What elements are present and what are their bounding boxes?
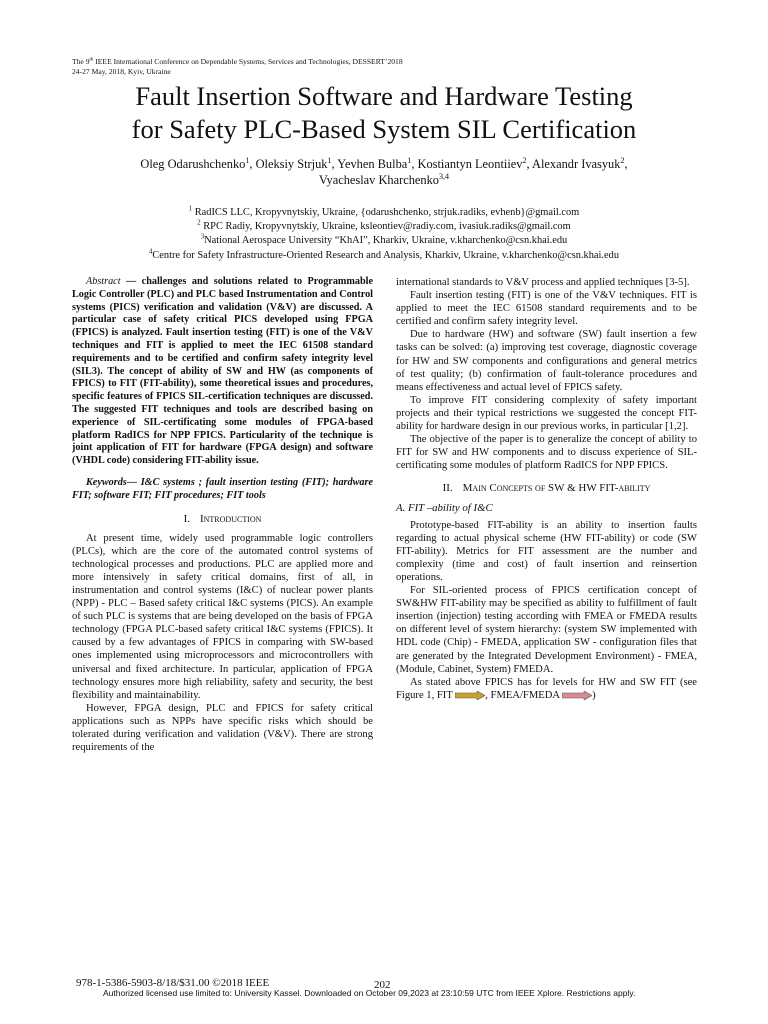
fmea-arrow-icon xyxy=(562,691,592,700)
section-name: Introduction xyxy=(199,512,262,525)
authors-line-1: Oleg Odarushchenko$^1$, Oleksiy Strjuk$^1$, Yevhen Bulba$^1$, Kostiantyn Leontiiev$^2$, Alexandr Ivasyuk$^2$, xyxy=(140,155,628,171)
fit-arrow-icon xyxy=(455,691,485,700)
subsection-heading: A. FIT –ability of I&C xyxy=(396,501,493,514)
license-notice: Authorized licensed use limited to: University Kassel. Downloaded on October 09,2023 at 23:10:59 UTC from IEEE Xplore. Restrictions apply. xyxy=(103,988,636,998)
paragraph: The objective of the paper is to generalize the concept of ability to FIT for SW and HW components and to discuss experience of SIL-certificating some modules of platform RadICS for NPP FPICS. xyxy=(396,434,697,472)
paragraph: For SIL-oriented process of FPICS certification concept of SW&HW FIT-ability may be specified as ability to fulfillment of fault insertion (injection) testing according with FMEA or FMEDA results on different level of system hierarchy: (system SW implemented with HDL code (Chip) - FMEDA, application SW - configuration files that are generated by the Integrated Development Environment) - FMEA, (Module, Cabinet, System) FMEDA. xyxy=(396,585,697,675)
page-number: 202 xyxy=(374,979,391,991)
text-run: ) xyxy=(592,689,596,701)
text-run: , FMEA/FMEDA xyxy=(485,689,563,701)
paragraph: Prototype-based FIT-ability is an ability to insertion faults regarding to actual physical scheme (HW FIT-ability) or code (SW FIT-ability). Metrics for FIT assessment are the number and complexity (time and cost) of fault insertion and reinsertion operations. xyxy=(396,519,697,583)
section-heading-main-concepts xyxy=(396,482,697,495)
paragraph: However, FPGA design, PLC and FPICS for safety critical applications such as NPPs have specific risks which should be tolerated during verification and validation (V&V). There are strong requirements of the xyxy=(72,702,373,754)
paragraph: At present time, widely used programmable logic controllers (PLCs), which are the core of the automated control systems of technological processes and productions. PLC are applied more and more intensively in safety critical domains, first of all, in instrumentation and control systems (I&C) of nuclear power plants (NPP) - PLC – Based safety critical I&C systems (PICS). An example of such PLC is systems that are being developed on the basis of FPGA technology (FPGA PLC-based safety critical I&C systems (FPICS). It caused by a few advantages of FPICS in comparing with SW-based ones implemented using microprocessors and microcontrollers with universal and fixed architecture. In particular, application of FPGA technology ensures more high reliability, safety and security, the best flexibility and maintainability. xyxy=(72,532,373,701)
abstract-text: — challenges and solutions related to Programmable Logic Controller (PLC) and PLC based Instrumentation and Control systems (PICS) verification and validation (V&V) are discussed. A particular case of safety critical PICS developed using FPGA (FPICS) is analyzed. Fault insertion testing (FIT) is one of the V&V techniques and FIT is applied to meet the IEC 61508 standard requirements and to be certified and confirm safety integrity level (SIL3). The concept of ability of SW and HW (as components of FPICS) to FIT (FIT-ability), some theoretical issues and procedures, specific features of FPICS SIL-certification techniques are discussed. The suggested FIT techniques and tools are described basing on experience of SIL-certificating some modules of FPGA-based platform RadICS for NPP FPICS. Particularity of the technique is joint application of FIT for hardware (FPGA design) and software (VHDL code) considering FIT-ability issue. xyxy=(72,276,373,467)
keywords: Keywords— I&C systems ; fault insertion testing (FIT); hardware FIT; software FIT; FIT procedures; FIT tools xyxy=(72,476,373,501)
affiliation-2: $^2$ RPC Radiy, Kropyvnytskiy, Ukraine, ksleontiev@radiy.com, ivasiuk.radiks@gmail.com xyxy=(197,219,571,233)
paragraph: Due to hardware (HW) and software (SW) fault insertion a few tasks can be solved: (a) improving test coverage, diagnostic coverage for HW and SW components and configurations and general metrics of test quality; (b) confirmation of fault-tolerance procedures and means effectiveness and actual level of FPICS safety. xyxy=(396,329,697,393)
paragraph: international standards to V&V process and applied techniques [3-5]. xyxy=(396,277,690,288)
paragraph xyxy=(396,676,697,702)
section-heading-introduction xyxy=(72,513,373,526)
abstract-label: Abstract xyxy=(86,276,121,287)
conference-line-1: The 9th IEEE International Conference on Dependable Systems, Services and Technologies, DESSERT’2018 xyxy=(72,57,403,66)
isbn-line: 978-1-5386-5903-8/18/$31.00 ©2018 IEEE xyxy=(76,977,270,989)
affiliations xyxy=(70,206,698,263)
conference-line-2: 24-27 May, 2018, Kyiv, Ukraine xyxy=(72,67,171,76)
authors-line-2: Vyacheslav Kharchenko$^{3,4}$ xyxy=(318,171,450,187)
title-line-2: for Safety PLC-Based System SIL Certification xyxy=(131,114,637,144)
title-line-1: Fault Insertion Software and Hardware Testing xyxy=(135,81,633,111)
section-number: I. xyxy=(183,512,190,525)
right-column xyxy=(396,276,697,702)
section-number: II. xyxy=(442,482,453,495)
affiliation-4: $^4$Centre for Safety Infrastructure-Oriented Research and Analysis, Kharkiv, Ukraine, v.kharchenko@csn.khai.edu xyxy=(148,248,620,261)
affiliation-3: $^3$National Aerospace University “KhAI”, Kharkiv, Ukraine, v.kharchenko@csn.khai.edu xyxy=(200,233,568,247)
paper-title xyxy=(60,80,708,146)
section-name: Main Concepts of SW & HW FIT-ability xyxy=(462,482,651,495)
left-column xyxy=(72,276,373,754)
text-run: As stated above FPICS has for levels for HW and SW FIT (see Figure 1, FIT xyxy=(396,676,697,701)
abstract xyxy=(72,276,373,468)
paragraph: To improve FIT considering complexity of safety important projects and their typical restrictions we suggested the concept FIT-ability for hardware design in our previous works, in particular [1,2]. xyxy=(396,394,697,433)
paragraph: Fault insertion testing (FIT) is one of the V&V techniques. FIT is applied to meet the IEC 61508 standard requirements and to be certified and confirm safety integrity level. xyxy=(396,290,697,328)
author-list xyxy=(70,156,698,188)
affiliation-1: $^1$ RadICS LLC, Kropyvnytskiy, Ukraine, {odarushchenko, strjuk.radiks, evhenb}@gmail.com xyxy=(188,205,580,218)
conference-header xyxy=(72,57,492,77)
